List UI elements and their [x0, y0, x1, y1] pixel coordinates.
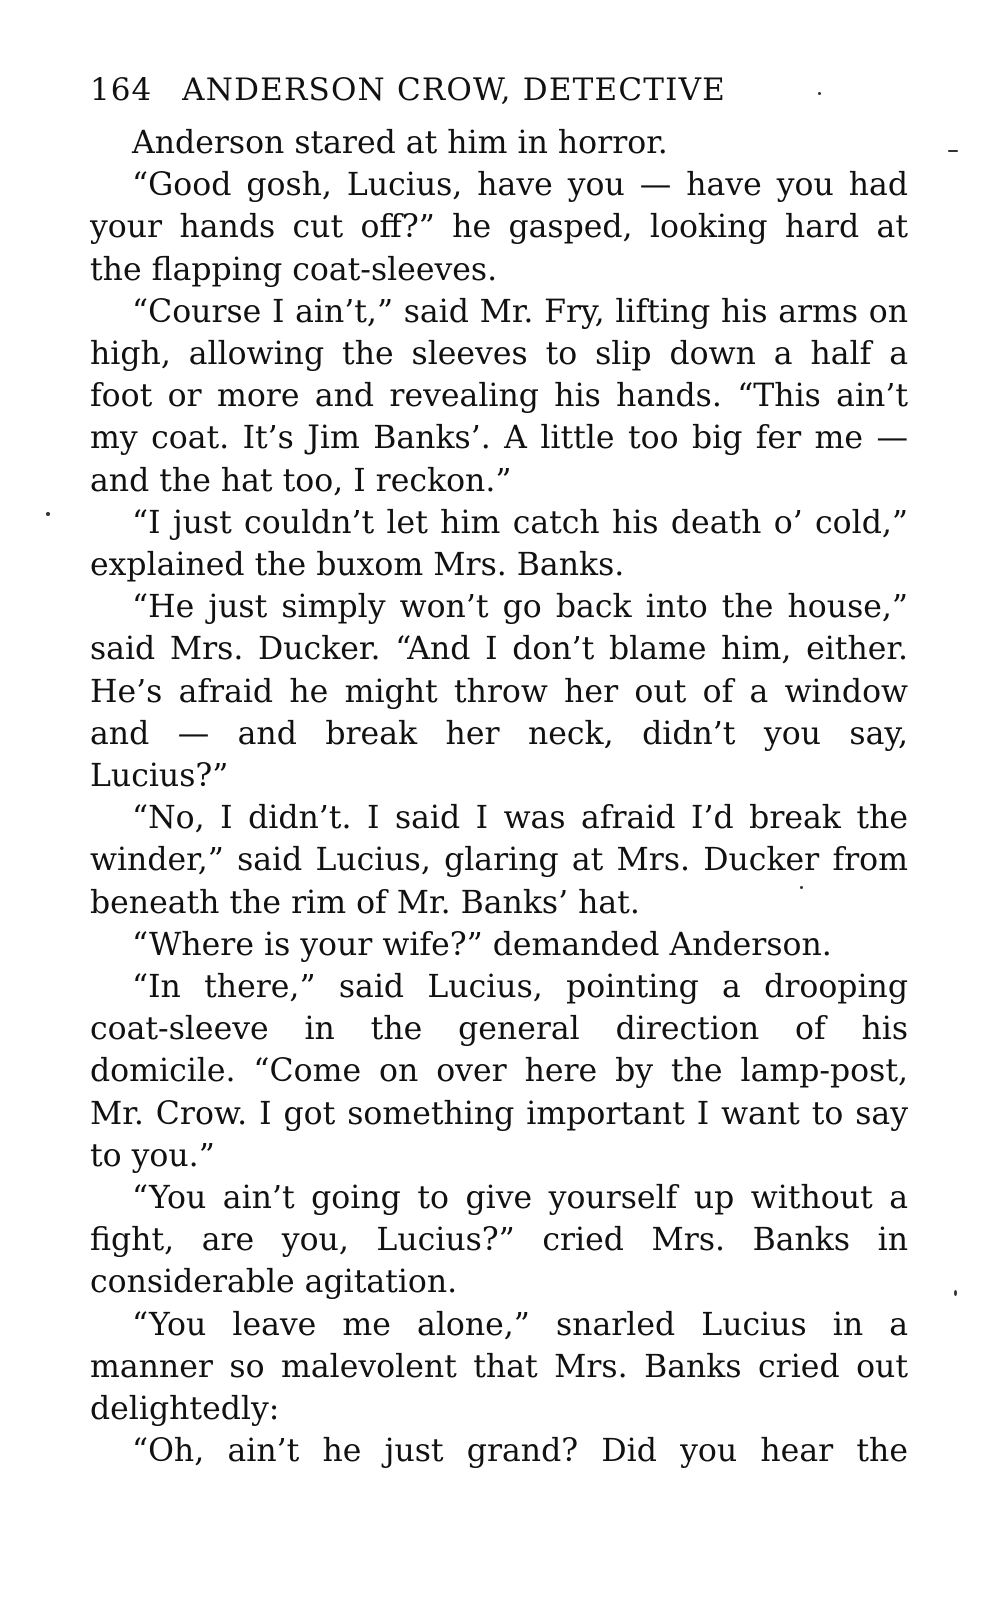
paragraph: “You leave me alone,” snarled Lucius in a manner so malevolent that Mrs. Banks cried out delightedly: — [90, 1306, 908, 1428]
scan-speck — [948, 150, 958, 152]
paragraph: “Where is your wife?” demanded Anderson. — [132, 926, 832, 963]
paragraph: “You ain’t going to give yourself up without a fight, are you, Lucius?” cried Mrs. Banks in considerable agitation. — [90, 1180, 908, 1301]
body-text — [90, 122, 908, 1473]
page-number: 164 — [90, 72, 153, 108]
scan-speck — [818, 92, 821, 95]
paragraph: “Oh, ain’t he just grand? Did you hear the — [132, 1433, 908, 1470]
paragraph: “I just couldn’t let him catch his death o’ cold,” explained the buxom Mrs. Banks. — [90, 504, 908, 584]
paragraph: “He just simply won’t go back into the house,” said Mrs. Ducker. “And I don’t blame him, either. He’s afraid he might throw her out of a window and — and break her neck, didn’t you say, Lucius?” — [90, 589, 908, 795]
scan-speck — [954, 1290, 957, 1296]
scan-speck — [46, 512, 50, 516]
paragraph: “Good gosh, Lucius, have you — have you had your hands cut off?” he gasped, looking hard at the flapping coat-sleeves. — [90, 167, 908, 288]
scan-speck — [800, 886, 803, 889]
book-page — [90, 72, 908, 1473]
running-head — [90, 72, 908, 118]
paragraph: “In there,” said Lucius, pointing a drooping coat-sleeve in the general direction of his domicile. “Come on over here by the lamp-post, Mr. Crow. I got something important I want to say to you.” — [90, 969, 908, 1174]
paragraph: “No, I didn’t. I said I was afraid I’d break the winder,” said Lucius, glaring at Mrs. Ducker from beneath the rim of Mr. Banks’ hat. — [90, 800, 908, 921]
paragraph: “Course I ain’t,” said Mr. Fry, lifting his arms on high, allowing the sleeves to slip down a half a foot or more and revealing his hands. “This ain’t my coat. It’s Jim Banks’. A little too big fer me — and the hat too, I reckon.” — [90, 293, 908, 499]
paragraph: Anderson stared at him in horror. — [132, 125, 668, 161]
running-title: ANDERSON CROW, DETECTIVE — [182, 72, 727, 108]
